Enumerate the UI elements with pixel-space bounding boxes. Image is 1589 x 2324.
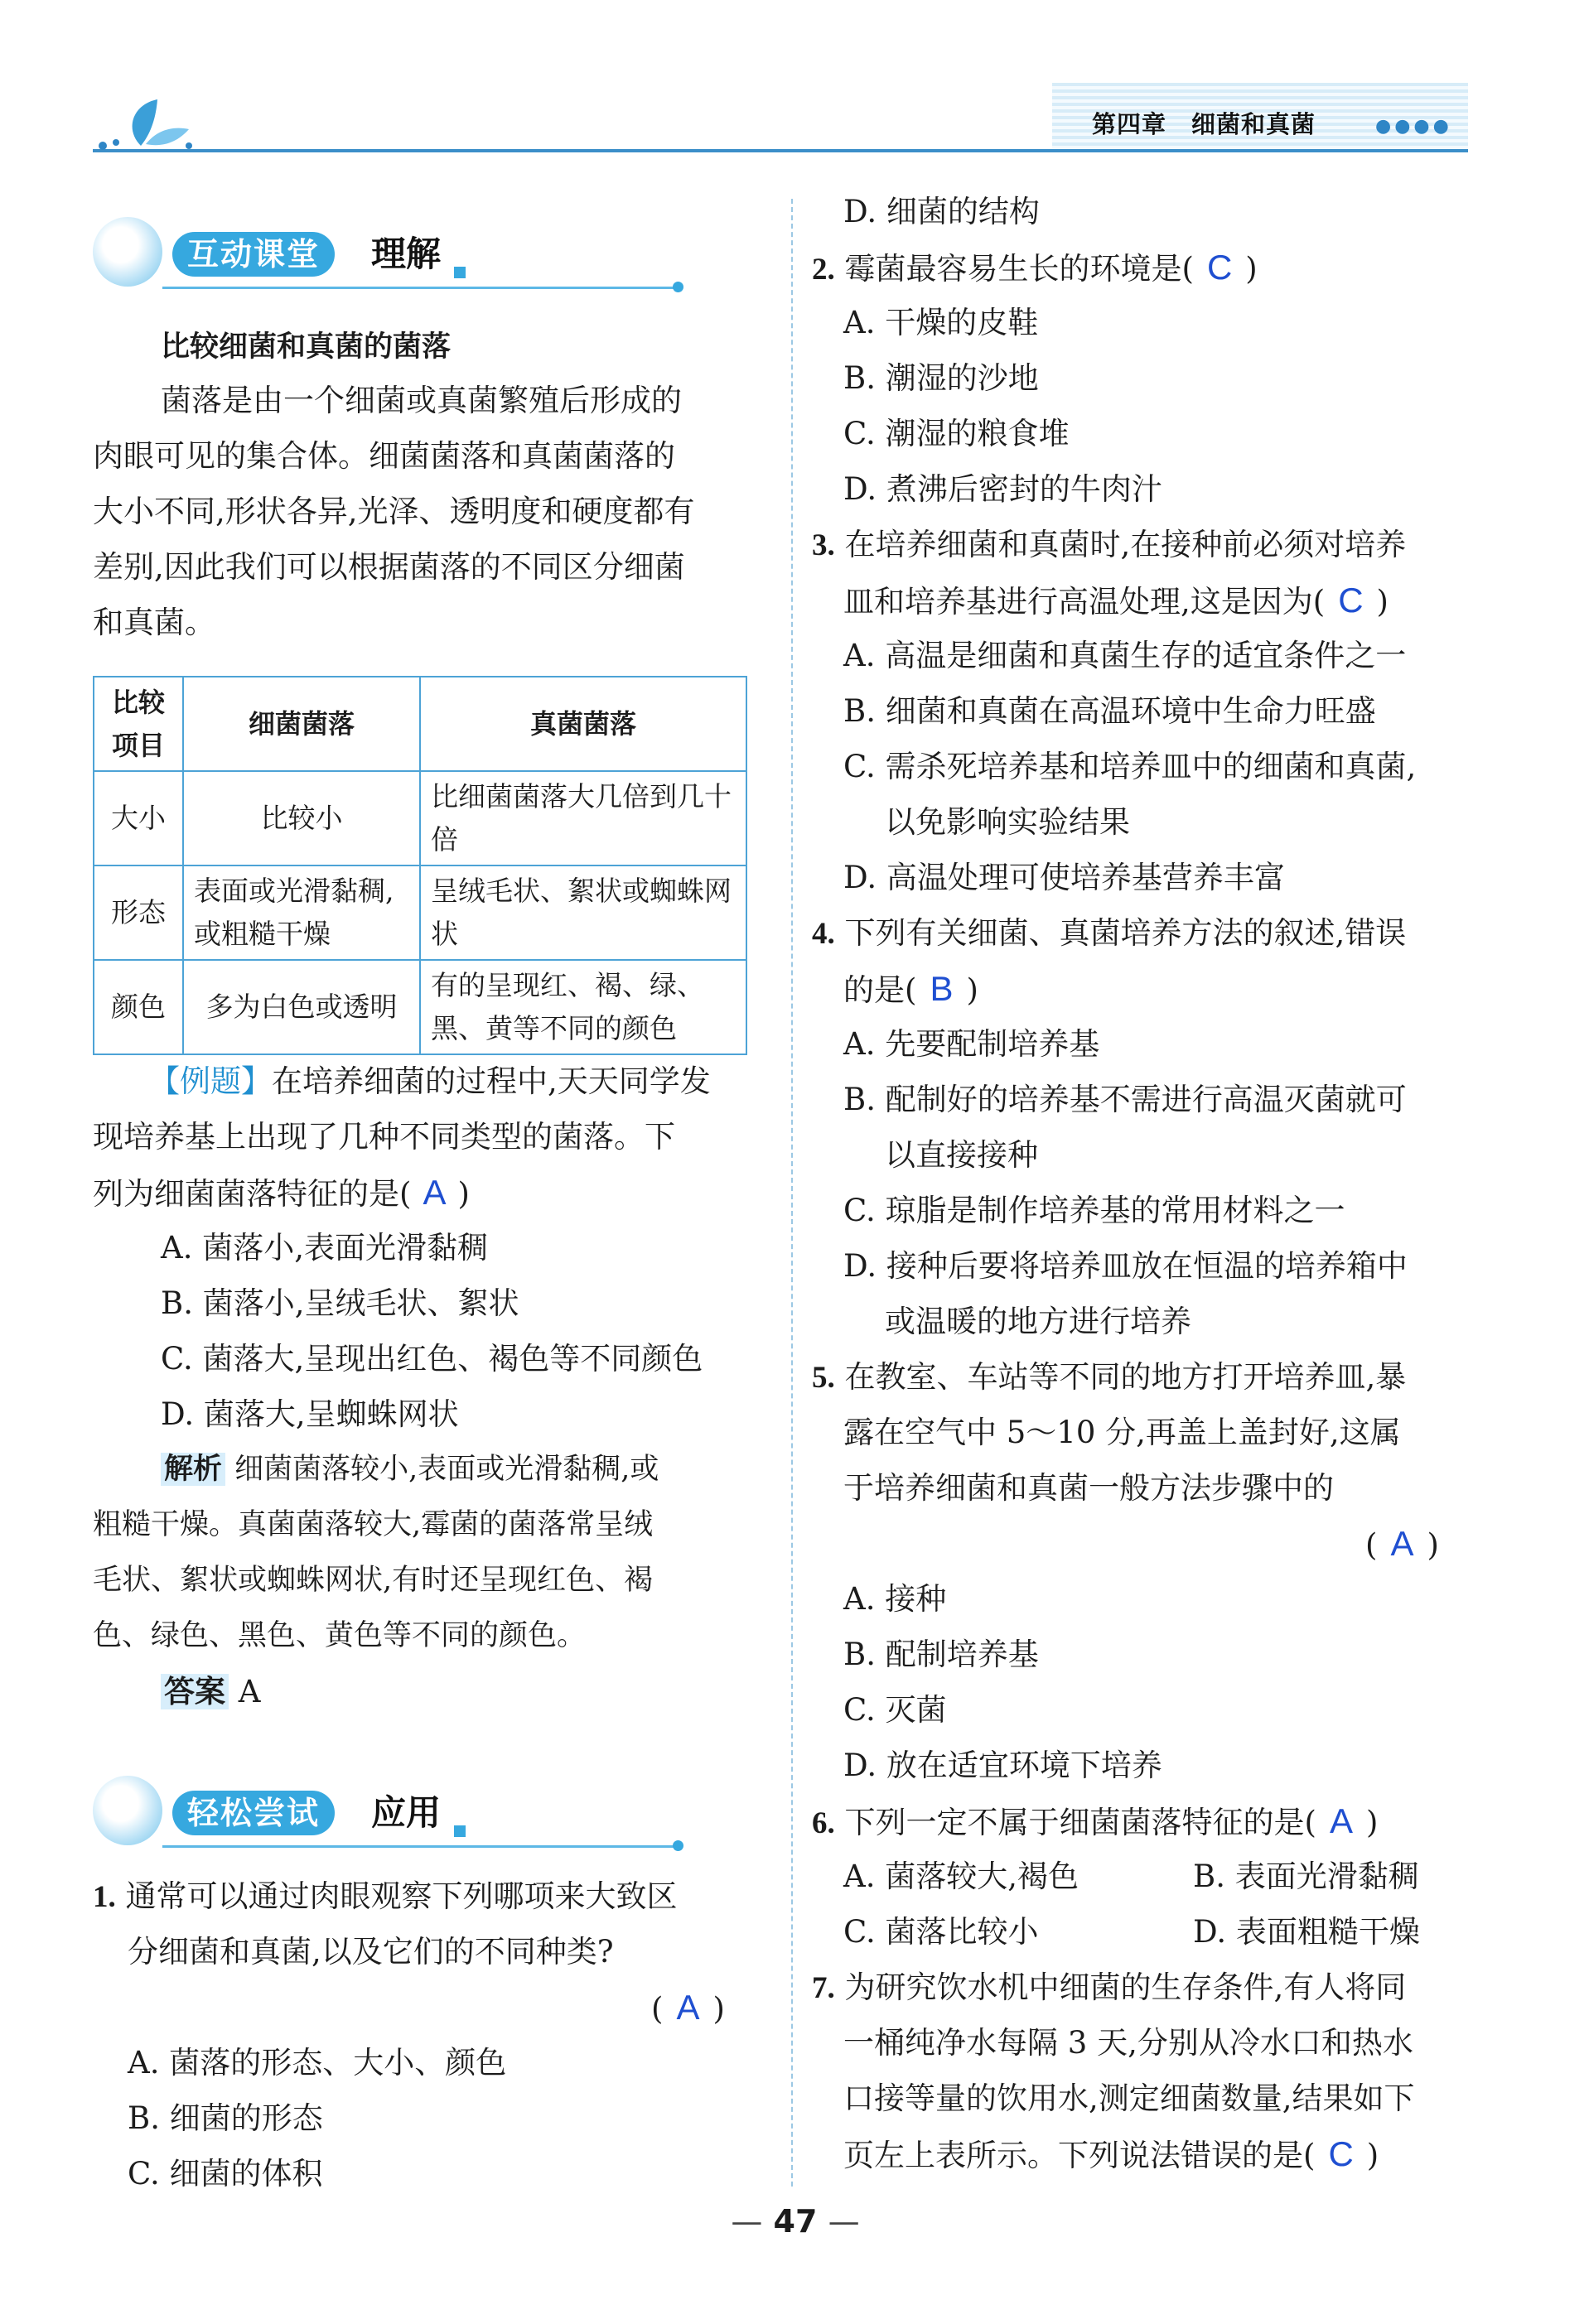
banner-underline: [162, 1845, 676, 1848]
banner-square: [454, 1825, 466, 1837]
table-row: [94, 865, 746, 960]
q5-option: C. 灭菌: [843, 1692, 947, 1728]
question-4-line: 的是( B ): [843, 969, 978, 1008]
q3-option: D. 高温处理可使培养基营养丰富: [843, 860, 1285, 895]
section-word: 理解: [371, 234, 442, 274]
question-1-answer: ( A ): [651, 1988, 725, 2027]
question-7: 7. 为研究饮水机中细菌的生存条件,有人将同: [812, 1970, 1407, 2005]
para-line: 肉眼可见的集合体。细菌菌落和真菌菌落的: [93, 438, 675, 474]
question-5-line: 于培养细菌和真菌一般方法步骤中的: [843, 1470, 1334, 1506]
question-2: 2. 霉菌最容易生长的环境是( C ): [812, 248, 1258, 287]
q3-option: C. 需杀死培养基和培养皿中的细菌和真菌,: [843, 749, 1417, 784]
section-banner-apply: [93, 1772, 689, 1847]
cell-fungi: 比细菌菌落大几倍到几十倍: [420, 771, 746, 865]
question-5: 5. 在教室、车站等不同的地方打开培养皿,暴: [812, 1359, 1407, 1395]
q4-option: C. 琼脂是制作培养基的常用材料之一: [843, 1193, 1345, 1228]
q1-option: C. 细菌的体积: [128, 2156, 323, 2191]
example-option: D. 菌落大,呈蜘蛛网状: [161, 1396, 459, 1432]
q1-option: D. 细菌的结构: [843, 194, 1040, 229]
q2-option: A. 干燥的皮鞋: [843, 305, 1039, 340]
section-heading: 比较细菌和真菌的菌落: [161, 330, 452, 364]
q3-option-cont: 以免影响实验结果: [885, 804, 1130, 840]
q4-option: B. 配制好的培养基不需进行高温灭菌就可: [843, 1082, 1407, 1117]
example-option: A. 菌落小,表面光滑黏稠: [161, 1230, 489, 1266]
question-7-line: 页左上表所示。下列说法错误的是( C ): [843, 2134, 1379, 2173]
cell-bacteria: 表面或光滑黏稠,或粗糙干燥: [183, 865, 420, 960]
answer-line: 答案 A: [161, 1664, 261, 1719]
banner-dot: [673, 282, 683, 292]
row-item: 大小: [94, 771, 183, 865]
banner-underline: [162, 287, 676, 289]
section-word: 应用: [371, 1792, 442, 1833]
brush-badge-icon: [93, 1776, 162, 1845]
q4-option-cont: 以直接接种: [885, 1137, 1038, 1173]
q6-option: B. 表面光滑黏稠: [1193, 1859, 1419, 1894]
example-label: 【例题】: [149, 1063, 272, 1099]
page-number: — 47 —: [731, 2203, 860, 2240]
q6-option: D. 表面粗糙干燥: [1193, 1914, 1420, 1950]
leaf-logo-icon: [91, 96, 199, 154]
q4-option: D. 接种后要将培养皿放在恒温的培养箱中: [843, 1248, 1408, 1284]
q6-option: A. 菌落较大,褐色: [843, 1859, 1079, 1894]
q1-option: B. 细菌的形态: [128, 2100, 323, 2136]
question-7-line: 口接等量的饮用水,测定细菌数量,结果如下: [843, 2081, 1415, 2116]
row-item: 颜色: [94, 960, 183, 1054]
analysis-line-1: 解析 细菌菌落较小,表面或光滑黏稠,或: [161, 1442, 659, 1497]
example-line-2: 现培养基上出现了几种不同类型的菌落。下: [93, 1119, 675, 1155]
section-pill: 轻松尝试: [172, 1791, 335, 1835]
banner-dot: [673, 1840, 683, 1851]
question-5-answer: ( A ): [1365, 1524, 1439, 1563]
table-row: [94, 960, 746, 1054]
section-pill: 互动课堂: [172, 232, 335, 277]
table-row: [94, 771, 746, 865]
example-line-3: 列为细菌菌落特征的是( A ): [93, 1173, 470, 1212]
q5-option: A. 接种: [843, 1581, 947, 1617]
para-line: 差别,因此我们可以根据菌落的不同区分细菌: [93, 549, 685, 585]
q4-option-cont: 或温暖的地方进行培养: [885, 1304, 1191, 1339]
header-rule: [93, 149, 1468, 152]
q1-option: A. 菌落的形态、大小、颜色: [128, 2045, 507, 2081]
q3-option: B. 细菌和真菌在高温环境中生命力旺盛: [843, 693, 1376, 729]
example-line-1: 【例题】在培养细菌的过程中,天天同学发: [149, 1063, 711, 1099]
table-header-row: [94, 677, 746, 771]
analysis-label: 解析: [161, 1453, 225, 1486]
analysis-line: 色、绿色、黑色、黄色等不同的颜色。: [93, 1619, 587, 1652]
question-3-line: 皿和培养基进行高温处理,这是因为( C ): [843, 581, 1389, 620]
q4-option: A. 先要配制培养基: [843, 1026, 1100, 1062]
cell-fungi: 有的呈现红、褐、绿、黑、黄等不同的颜色: [420, 960, 746, 1054]
example-answer: A: [423, 1173, 447, 1212]
analysis-line: 粗糙干燥。真菌菌落较大,霉菌的菌落常呈绒: [93, 1508, 654, 1541]
section-banner-understand: [93, 214, 689, 288]
cell-bacteria: 比较小: [183, 771, 420, 865]
para-line: 菌落是由一个细菌或真菌繁殖后形成的: [161, 383, 682, 418]
para-line: 大小不同,形状各异,光泽、透明度和硬度都有: [93, 494, 695, 529]
analysis-line: 毛状、絮状或蜘蛛网状,有时还呈现红色、褐: [93, 1564, 654, 1597]
cell-fungi: 呈绒毛状、絮状或蜘蛛网状: [420, 865, 746, 960]
banner-square: [454, 267, 466, 278]
header-dots: ●●●●: [1375, 116, 1452, 137]
q2-option: C. 潮湿的粮食堆: [843, 416, 1070, 451]
col-bacteria: 细菌菌落: [183, 677, 420, 771]
question-1-line: 分细菌和真菌,以及它们的不同种类?: [128, 1934, 614, 1970]
para-line: 和真菌。: [93, 605, 215, 640]
example-option: B. 菌落小,呈绒毛状、絮状: [161, 1285, 519, 1321]
q3-option: A. 高温是细菌和真菌生存的适宜条件之一: [843, 638, 1407, 673]
chapter-title: 第四章 细菌和真菌: [1092, 110, 1316, 138]
comparison-table: [93, 676, 747, 1055]
question-3: 3. 在培养细菌和真菌时,在接种前必须对培养: [812, 527, 1407, 562]
question-1: 1. 通常可以通过肉眼观察下列哪项来大致区: [93, 1878, 678, 1914]
question-6: 6. 下列一定不属于细菌菌落特征的是( A ): [812, 1801, 1379, 1840]
question-4: 4. 下列有关细菌、真菌培养方法的叙述,错误: [812, 915, 1407, 951]
column-divider: [791, 199, 793, 2187]
question-5-line: 露在空气中 5～10 分,再盖上盖封好,这属: [843, 1415, 1401, 1450]
table-corner: 比较 项目: [94, 677, 183, 771]
brush-badge-icon: [93, 217, 162, 287]
example-option: C. 菌落大,呈现出红色、褐色等不同颜色: [161, 1341, 703, 1377]
row-item: 形态: [94, 865, 183, 960]
q5-option: D. 放在适宜环境下培养: [843, 1748, 1162, 1783]
question-7-line: 一桶纯净水每隔 3 天,分别从冷水口和热水: [843, 2025, 1413, 2061]
col-fungi: 真菌菌落: [420, 677, 746, 771]
q2-option: D. 煮沸后密封的牛肉汁: [843, 471, 1162, 507]
q5-option: B. 配制培养基: [843, 1637, 1039, 1672]
q2-option: B. 潮湿的沙地: [843, 360, 1039, 396]
answer-label: 答案: [161, 1674, 229, 1709]
cell-bacteria: 多为白色或透明: [183, 960, 420, 1054]
q6-option: C. 菌落比较小: [843, 1914, 1039, 1950]
